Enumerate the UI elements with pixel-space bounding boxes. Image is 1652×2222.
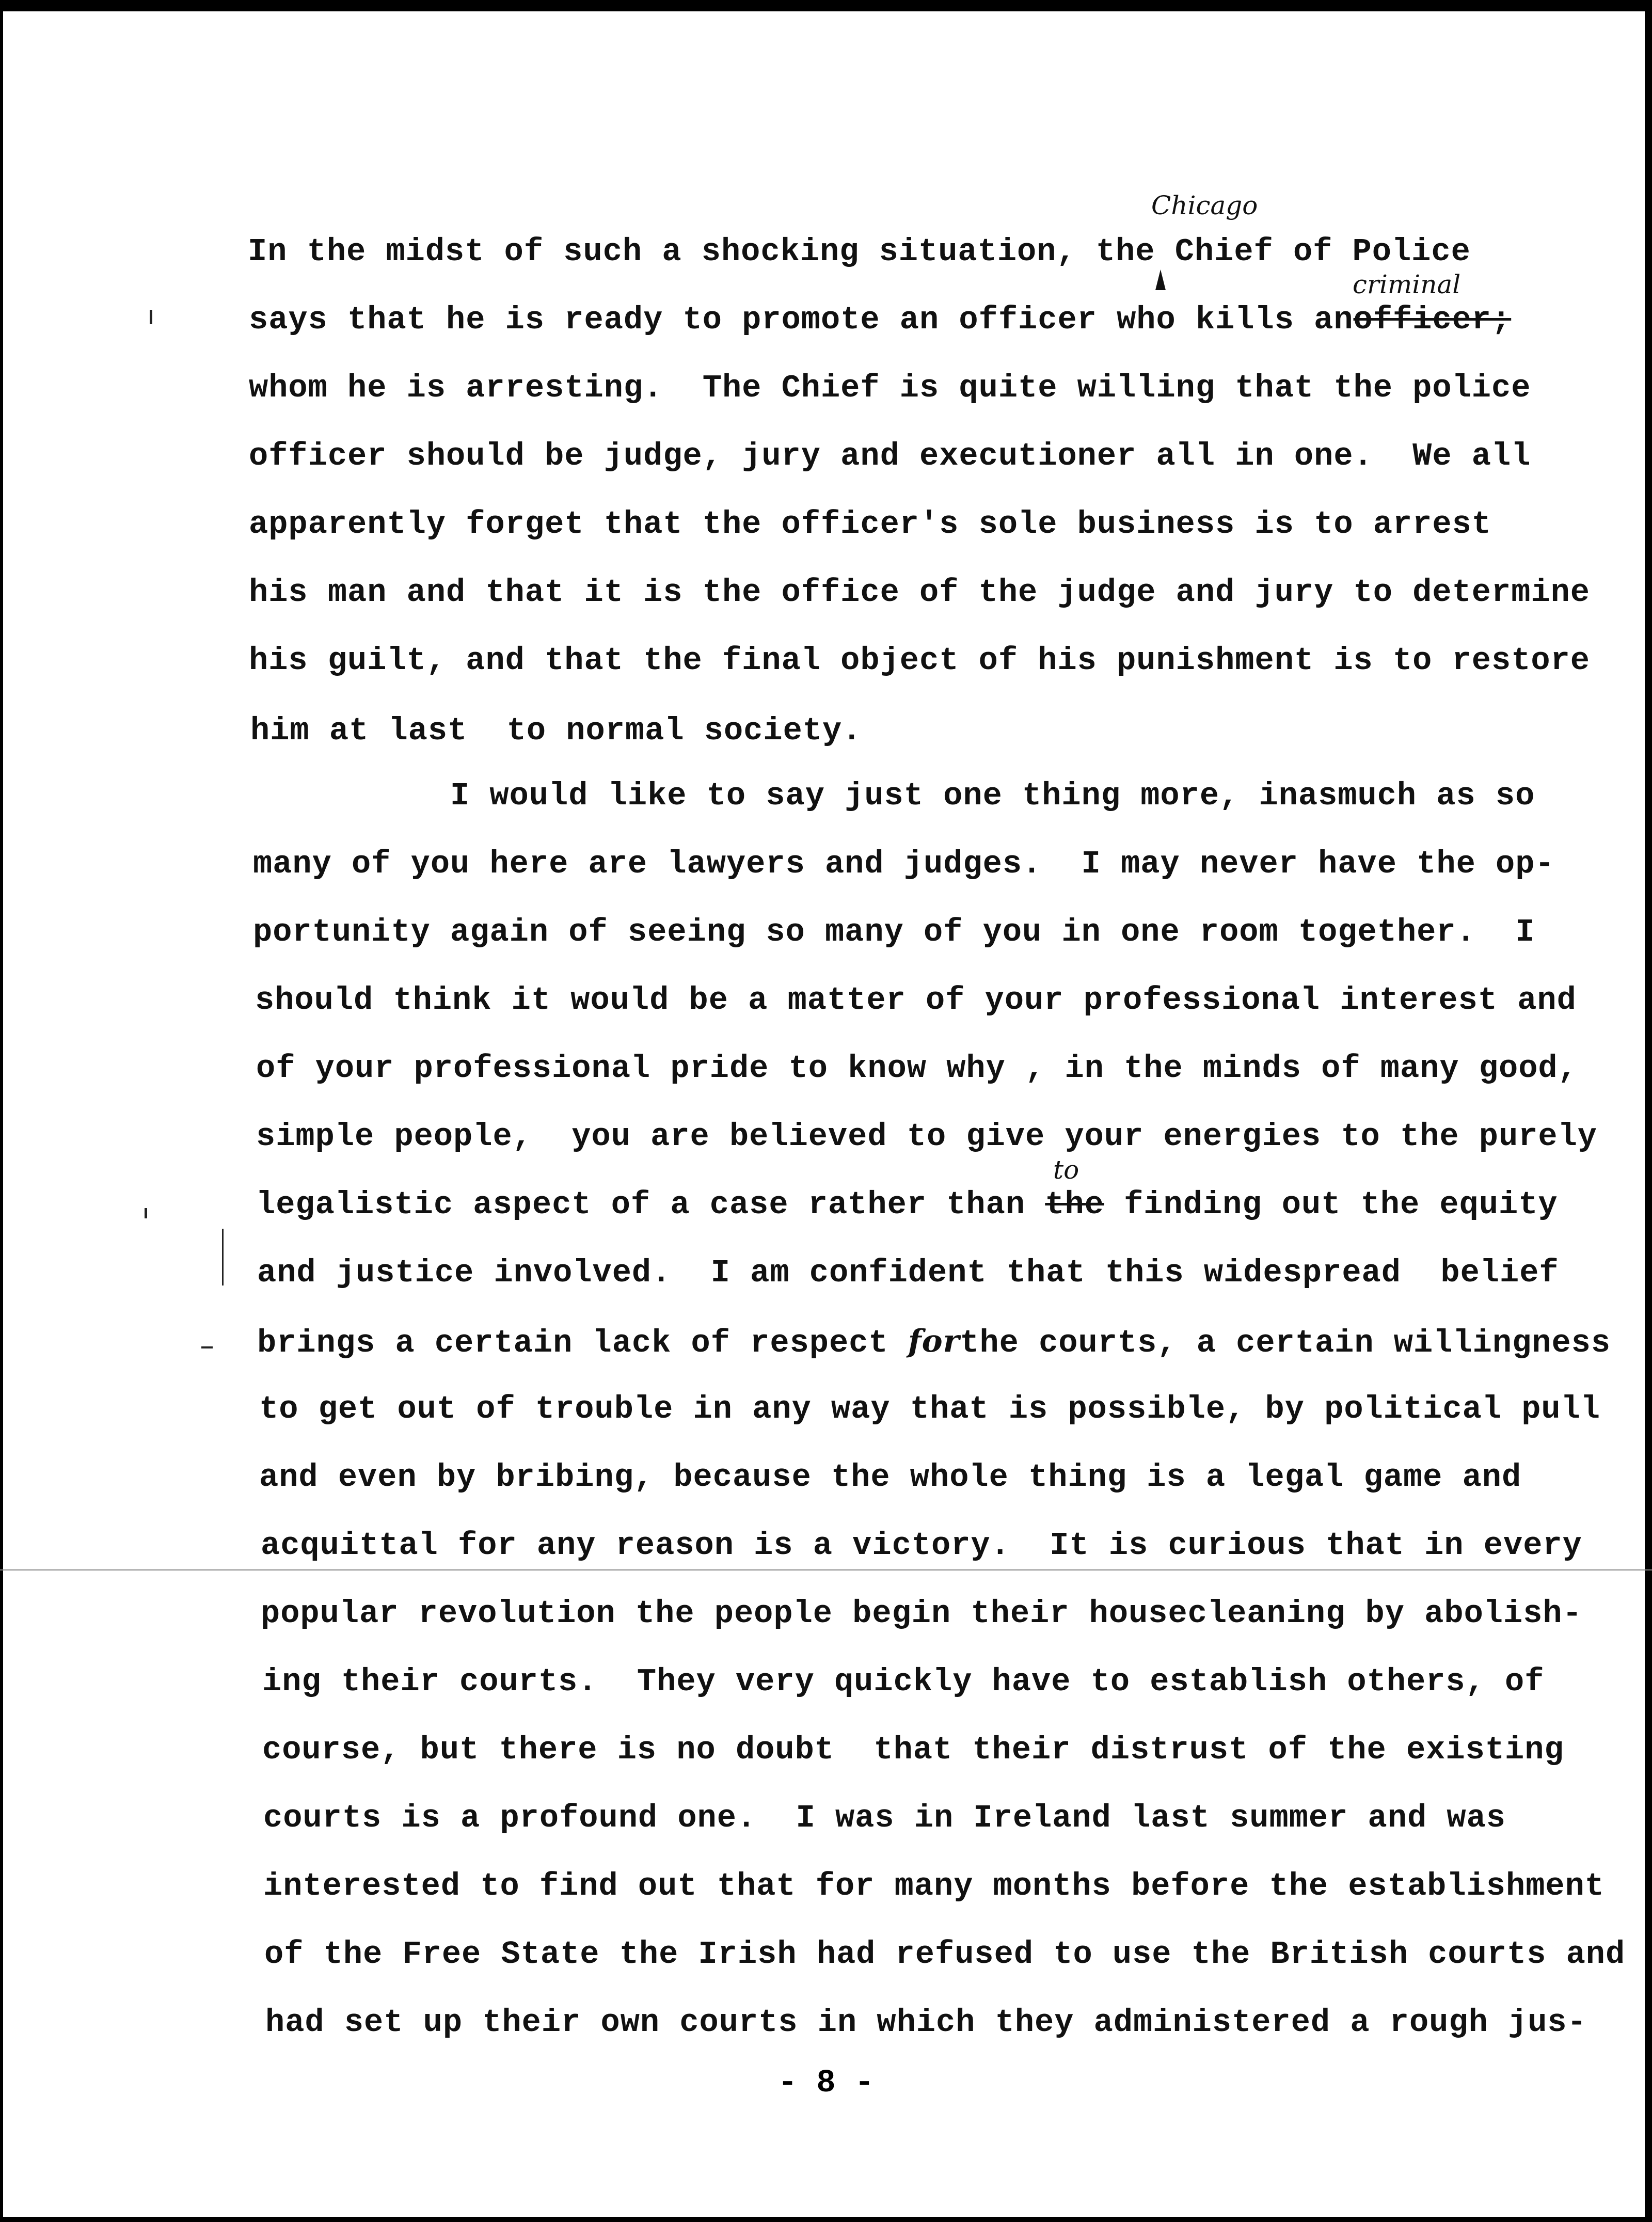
text-line: legalistic aspect of a case rather than the finding out the equity [256,1186,1558,1223]
text-line: had set up their own courts in which they administered a rough jus- [265,2004,1587,2041]
text-line: courts is a profound one. I was in Ireland last summer and was [263,1800,1506,1836]
text-line: apparently forget that the officer's sole business is to arrest [249,506,1491,543]
text-line: of the Free State the Irish had refused to use the British courts and [264,1936,1626,1973]
text-line: In the midst of such a shocking situation, the Chief of Police [248,233,1471,270]
margin-mark [150,310,152,324]
text-line: course, but there is no doubt that their distrust of the existing [262,1732,1564,1768]
scan-fold-line [0,1569,1652,1570]
handwritten-annotation: criminal [1353,269,1461,299]
text-line: to get out of trouble in any way that is possible, by political pull [259,1391,1601,1427]
insertion-caret [1155,269,1166,290]
text-line: whom he is arresting. The Chief is quite willing that the police [249,370,1531,406]
text-line: should think it would be a matter of your professional interest and [255,982,1577,1019]
text-line: officer should be judge, jury and executioner all in one. We all [249,438,1531,474]
text-line: his man and that it is the office of the judge and jury to determine [249,574,1591,611]
text-line: and even by bribing, because the whole thing is a legal game and [259,1459,1522,1496]
margin-mark [222,1229,224,1285]
page-number: - 8 - [777,2065,875,2101]
margin-mark [201,1346,213,1348]
handwritten-annotation: to [1053,1155,1079,1185]
text-line: portunity again of seeing so many of you in one room together. I [253,914,1535,950]
text-line: says that he is ready to promote an officer who kills anofficer; [249,301,1512,338]
margin-mark [145,1208,147,1218]
text-line: brings a certain lack of respect forthe courts, a certain willingness [257,1323,1611,1361]
text-line: interested to find out that for many months before the establishment [263,1868,1605,1904]
text-line: many of you here are lawyers and judges. I may never have the op- [253,846,1555,882]
text-line: of your professional pride to know why , in the minds of many good, [256,1050,1578,1087]
handwritten-annotation: for [908,1323,960,1359]
handwritten-annotation: Chicago [1151,191,1258,220]
text-line: and justice involved. I am confident that this widespread belief [257,1255,1559,1291]
text-line: acquittal for any reason is a victory. It is curious that in every [261,1527,1582,1564]
text-line: his guilt, and that the final object of his punishment is to restore [249,642,1591,679]
text-line: simple people, you are believed to give your energies to the purely [256,1118,1598,1155]
text-line: ing their courts. They very quickly have to establish others, of [262,1663,1545,1700]
text-line: I would like to say just one thing more, inasmuch as so [450,777,1535,814]
text-line: him at last to normal society. [250,712,862,749]
text-line: popular revolution the people begin their housecleaning by abolish- [261,1595,1582,1632]
